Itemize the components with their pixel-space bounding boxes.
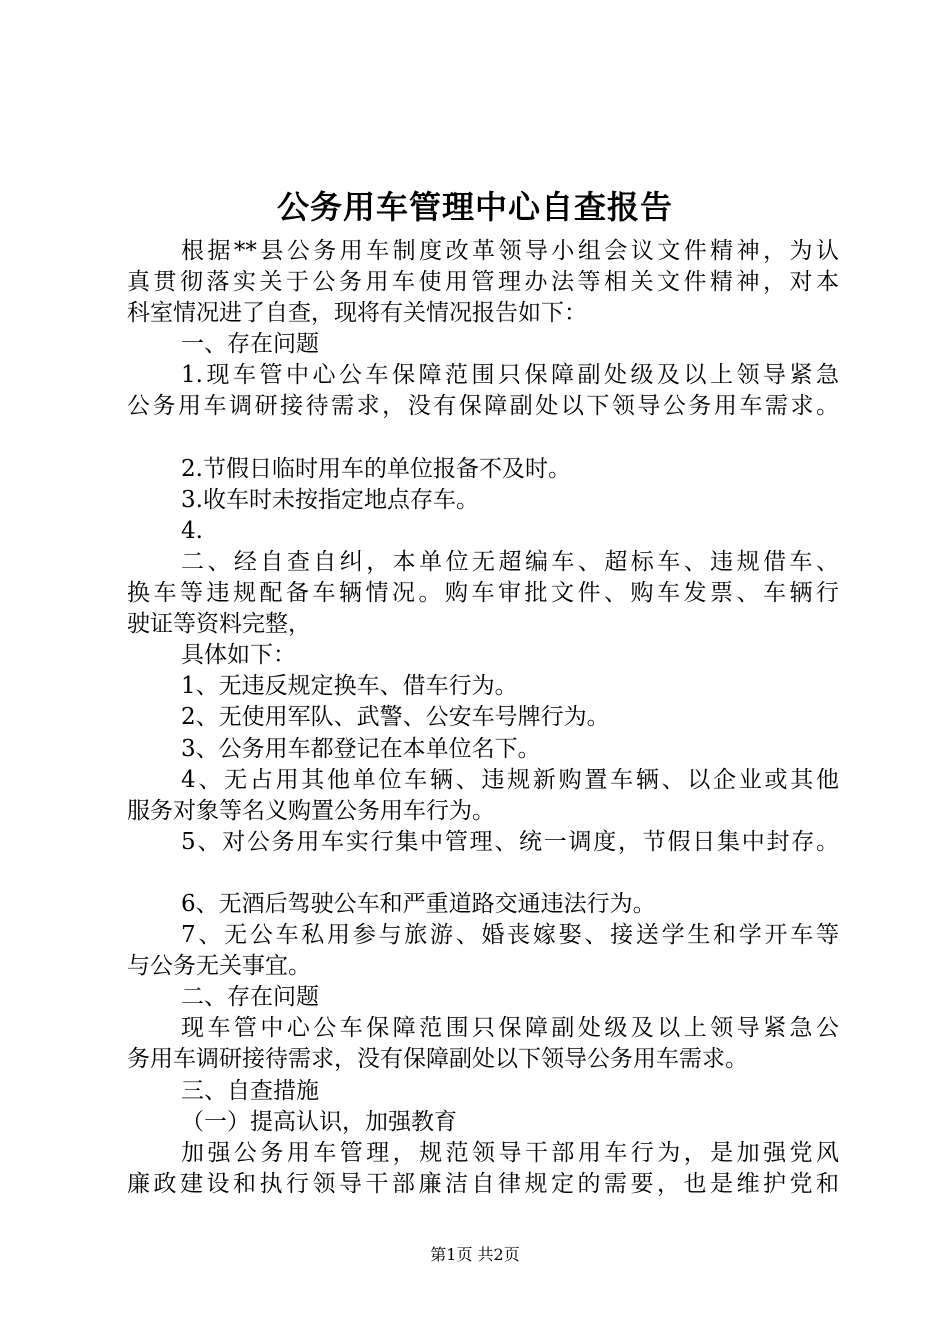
list-item: 4、无占用其他单位车辆、违规新购置车辆、以企业或其他 (181, 766, 839, 793)
paragraph-line: 具体如下： (181, 642, 296, 669)
document-title: 公务用车管理中心自查报告 (276, 188, 673, 226)
list-item: 3、公务用车都登记在本单位名下。 (181, 735, 541, 762)
paragraph-line: 公务用车调研接待需求，没有保障副处以下领导公务用车需求。 (127, 393, 839, 420)
paragraph-line: 根据**县公务用车制度改革领导小组会议文件精神，为认 (181, 238, 839, 264)
list-item: 与公务无关事宜。 (127, 953, 311, 980)
list-item: 1、无违反规定换车、借车行为。 (181, 673, 518, 700)
paragraph-line: 2.节假日临时用车的单位报备不及时。 (181, 455, 571, 482)
paragraph-line: 驶证等资料完整， (127, 611, 311, 638)
paragraph-line: 科室情况进了自查，现将有关情况报告如下： (127, 300, 587, 327)
blank-line (127, 423, 839, 454)
section-heading: 二、存在问题 (181, 984, 319, 1011)
paragraph-line: 务用车调研接待需求，没有保障副处以下领导公务用车需求。 (127, 1046, 748, 1073)
paragraph-line: 廉政建设和执行领导干部廉洁自律规定的需要，也是维护党和 (127, 1170, 839, 1197)
paragraph-line: 加强公务用车管理，规范领导干部用车行为，是加强党风 (181, 1139, 839, 1166)
subsection-heading: （一）提高认识，加强教育 (181, 1108, 457, 1135)
paragraph-line: 1.现车管中心公车保障范围只保障副处级及以上领导紧急 (181, 362, 839, 389)
paragraph-line: 4. (181, 517, 203, 544)
paragraph-line: 二、经自查自纠，本单位无超编车、超标车、违规借车、 (181, 548, 839, 575)
document-body (127, 236, 839, 1200)
paragraph-line: 真贯彻落实关于公务用车使用管理办法等相关文件精神，对本 (127, 269, 839, 296)
paragraph-line: 换车等违规配备车辆情况。购车审批文件、购车发票、车辆行 (127, 580, 839, 607)
blank-line (127, 858, 839, 889)
list-item: 5、对公务用车实行集中管理、统一调度，节假日集中封存。 (181, 828, 839, 855)
list-item: 7、无公车私用参与旅游、婚丧嫁娶、接送学生和学开车等 (181, 922, 839, 949)
page-footer: 第1页 共2页 (430, 1245, 520, 1264)
paragraph-line: 现车管中心公车保障范围只保障副处级及以上领导紧急公 (181, 1015, 839, 1042)
list-item: 服务对象等名义购置公务用车行为。 (127, 797, 495, 824)
section-heading: 一、存在问题 (181, 331, 319, 358)
paragraph-line: 3.收车时未按指定地点存车。 (181, 486, 479, 513)
list-item: 6、无酒后驾驶公车和严重道路交通违法行为。 (181, 890, 656, 917)
list-item: 2、无使用军队、武警、公安车号牌行为。 (181, 704, 610, 731)
section-heading: 三、自查措施 (181, 1077, 319, 1104)
